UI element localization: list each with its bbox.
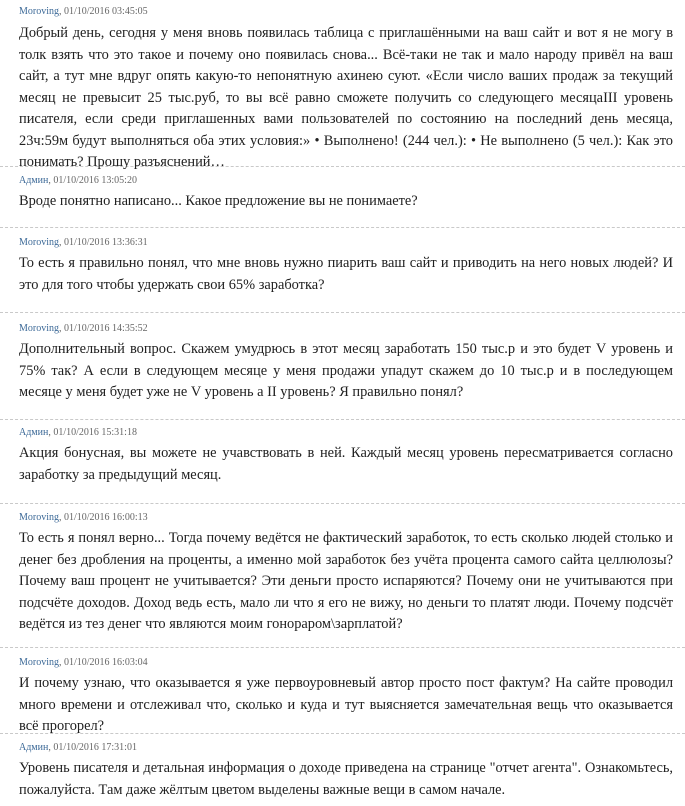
comment-text: То есть я правильно понял, что мне вновь нужно пиарить ваш сайт и приводить на него новых людей? И это для того чтобы удержать свои 65% заработка? <box>19 255 673 293</box>
comment-item <box>0 420 685 504</box>
comment-author-link[interactable]: Moroving <box>19 657 59 668</box>
comment-date: , 01/10/2016 16:03:04 <box>59 657 148 668</box>
comment-date: , 01/10/2016 15:31:18 <box>48 427 137 438</box>
comment-item <box>0 228 685 313</box>
comment-date: , 01/10/2016 17:31:01 <box>48 742 137 753</box>
comment-meta <box>19 427 137 438</box>
comment-date: , 01/10/2016 16:00:13 <box>59 512 148 523</box>
comment-date: , 01/10/2016 13:05:20 <box>48 175 137 186</box>
comment-meta <box>19 323 148 334</box>
comment-author-link[interactable]: Moroving <box>19 323 59 334</box>
comment-author-link[interactable]: Админ <box>19 175 49 186</box>
comment-author-link[interactable]: Moroving <box>19 6 59 17</box>
comment-meta <box>19 6 148 17</box>
comment-text: То есть я понял верно... Тогда почему ведётся не фактический заработок, то есть сколько людей столько и денег без дробления на проценты, а именно мой заработок без учёта процента самого сайта целлюлозы? Почему ваш процент не учитывается? Эти деньги просто испаряются? Почему они не учитываются при подсчёте доходов. Доход ведь есть, мало ли что я его не вижу, но деньги то платят люди. Почему подсчёт ведётся из тез денег что являются моим гонораром\зарплатой? <box>19 530 673 632</box>
comment-date: , 01/10/2016 14:35:52 <box>59 323 148 334</box>
comment-author-link[interactable]: Админ <box>19 742 49 753</box>
comment-meta <box>19 237 148 248</box>
comment-text: Вроде понятно написано... Какое предложение вы не понимаете? <box>19 193 418 209</box>
comment-text: Дополнительный вопрос. Скажем умудрюсь в этот месяц заработать 150 тыс.р и это будет V уровень и 75% так? А если в следующем месяце у меня продажи упадут скажем до 10 тыс.р и в последующем месяце у меня будет уже не V уровень а II уровень? Я правильно понял? <box>19 341 673 400</box>
comment-item <box>0 167 685 228</box>
comment-meta <box>19 657 148 668</box>
comment-text: Добрый день, сегодня у меня вновь появилась таблица с приглашёнными на ваш сайт и вот я не могу в толк взять что это такое и почему оно появилась снова... Всё-таки не так и мало народу привёл на ваш сайт, а тут мне вдруг опять какую-то непонятную ахинею суют. «Если число ваших продаж за текущий месяц не превысит 25 тыс.руб, то вы всё равно сможете получить со следующего месяцаIII уровень писателя, если среди приглашенных вами пользователей по состоянию на последний день месяца, 23ч:59м будут выполняться оба этих условия:» • Выполнено! (244 чел.): • Не выполнено (5 чел.): Как это понимать? Прошу разъяснений… <box>19 25 673 170</box>
comment-item <box>0 648 685 734</box>
comment-item <box>0 0 685 170</box>
comment-text: Акция бонусная, вы можете не учавствовать в ней. Каждый месяц уровень пересматривается согласно заработку за предыдущий месяц. <box>19 445 673 483</box>
comment-date: , 01/10/2016 13:36:31 <box>59 237 148 248</box>
comment-author-link[interactable]: Moroving <box>19 237 59 248</box>
comment-item <box>0 734 685 806</box>
comment-meta <box>19 742 137 753</box>
comment-text: Уровень писателя и детальная информация о доходе приведена на странице "отчет агента". Ознакомьтесь, пожалуйста. Там даже жёлтым цветом выделены важные вещи в самом начале. <box>19 760 673 798</box>
comment-author-link[interactable]: Moroving <box>19 512 59 523</box>
comment-item <box>0 313 685 420</box>
comment-date: , 01/10/2016 03:45:05 <box>59 6 148 17</box>
comment-text: И почему узнаю, что оказывается я уже первоуровневый автор просто пост фактум? На сайте проводил много времени и отслеживал что, сколько и куда и тут выясняется замечательная вещь что оказывается всё прогорел? <box>19 675 673 734</box>
comment-meta <box>19 175 137 186</box>
comment-item <box>0 504 685 648</box>
comment-author-link[interactable]: Админ <box>19 427 49 438</box>
comment-meta <box>19 512 148 523</box>
